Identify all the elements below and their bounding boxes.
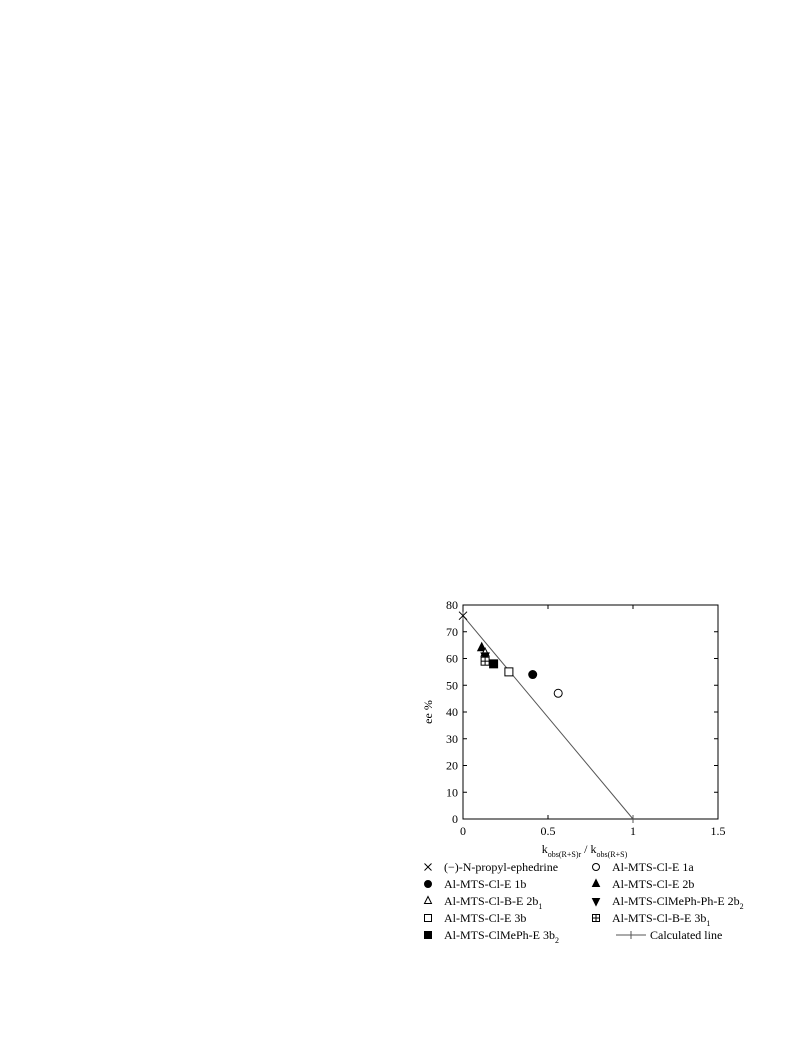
- y-tick-label: 30: [446, 731, 458, 746]
- y-tick-label: 20: [446, 758, 458, 773]
- x-tick-label: 1: [630, 824, 636, 838]
- x-tick-label: 0: [460, 824, 466, 838]
- legend-item: [425, 877, 527, 891]
- legend-item: [593, 894, 744, 911]
- plot-area: [463, 605, 718, 819]
- legend-label: Al-MTS-Cl-E 3b: [444, 911, 527, 925]
- y-tick-label: 0: [452, 812, 458, 826]
- legend-marker: [425, 915, 432, 922]
- legend-label: Al-MTS-Cl-E 2b: [612, 877, 695, 891]
- legend-label: Calculated line: [650, 928, 723, 942]
- legend-marker: [425, 881, 432, 888]
- y-tick-label: 40: [446, 705, 458, 719]
- legend-item: [593, 911, 711, 928]
- legend-label: Al-MTS-Cl-E 1b: [444, 877, 527, 891]
- data-point: [554, 689, 562, 697]
- x-axis-label: $k_{obs(R+S)r} / k_{obs(R+S)}$: [541, 842, 628, 859]
- legend-item: [425, 860, 559, 874]
- data-marks: [459, 612, 633, 823]
- y-tick-label: 70: [446, 624, 458, 639]
- legend-marker: [593, 899, 600, 906]
- legend-label: Al-MTS-Cl-E 1a: [612, 860, 694, 874]
- legend-marker: [593, 915, 600, 922]
- legend-marker: [593, 864, 600, 871]
- y-tick-label: 50: [446, 678, 458, 693]
- legend-label: Al-MTS-Cl-B-E $2b_1$: [444, 894, 543, 911]
- y-tick-label: 10: [446, 785, 458, 800]
- legend-item-calculated-line: [616, 928, 722, 942]
- legend-label: Al-MTS-Cl-B-E $3b_1$: [612, 911, 711, 928]
- legend-item: [425, 894, 543, 911]
- legend-item: [425, 928, 560, 945]
- axes: [421, 598, 726, 859]
- data-point: [505, 668, 513, 676]
- y-axis-label: ee %: [421, 700, 435, 724]
- calculated-line: [463, 616, 633, 819]
- legend-label: Al-MTS-ClMePh-Ph-E $2b_2$: [612, 894, 744, 911]
- data-point: [481, 657, 489, 665]
- legend-item: [593, 860, 695, 874]
- legend-item: [593, 877, 695, 891]
- x-tick-label: 1.5: [710, 824, 726, 838]
- x-tick-label: 0.5: [540, 824, 556, 838]
- legend-marker: [425, 864, 432, 871]
- legend-marker: [425, 932, 432, 939]
- y-tick-label: 60: [446, 651, 458, 666]
- legend: [425, 860, 744, 945]
- legend-marker: [593, 880, 600, 887]
- legend-marker: [425, 897, 432, 904]
- data-point: [529, 671, 537, 679]
- legend-item: [425, 911, 527, 925]
- y-tick-label: 80: [446, 598, 458, 612]
- legend-label: Al-MTS-ClMePh-E $3b_2$: [444, 928, 559, 945]
- data-point: [490, 660, 498, 668]
- plot-frame: [463, 605, 718, 819]
- legend-label: (−)-N-propyl-ephedrine: [444, 860, 559, 874]
